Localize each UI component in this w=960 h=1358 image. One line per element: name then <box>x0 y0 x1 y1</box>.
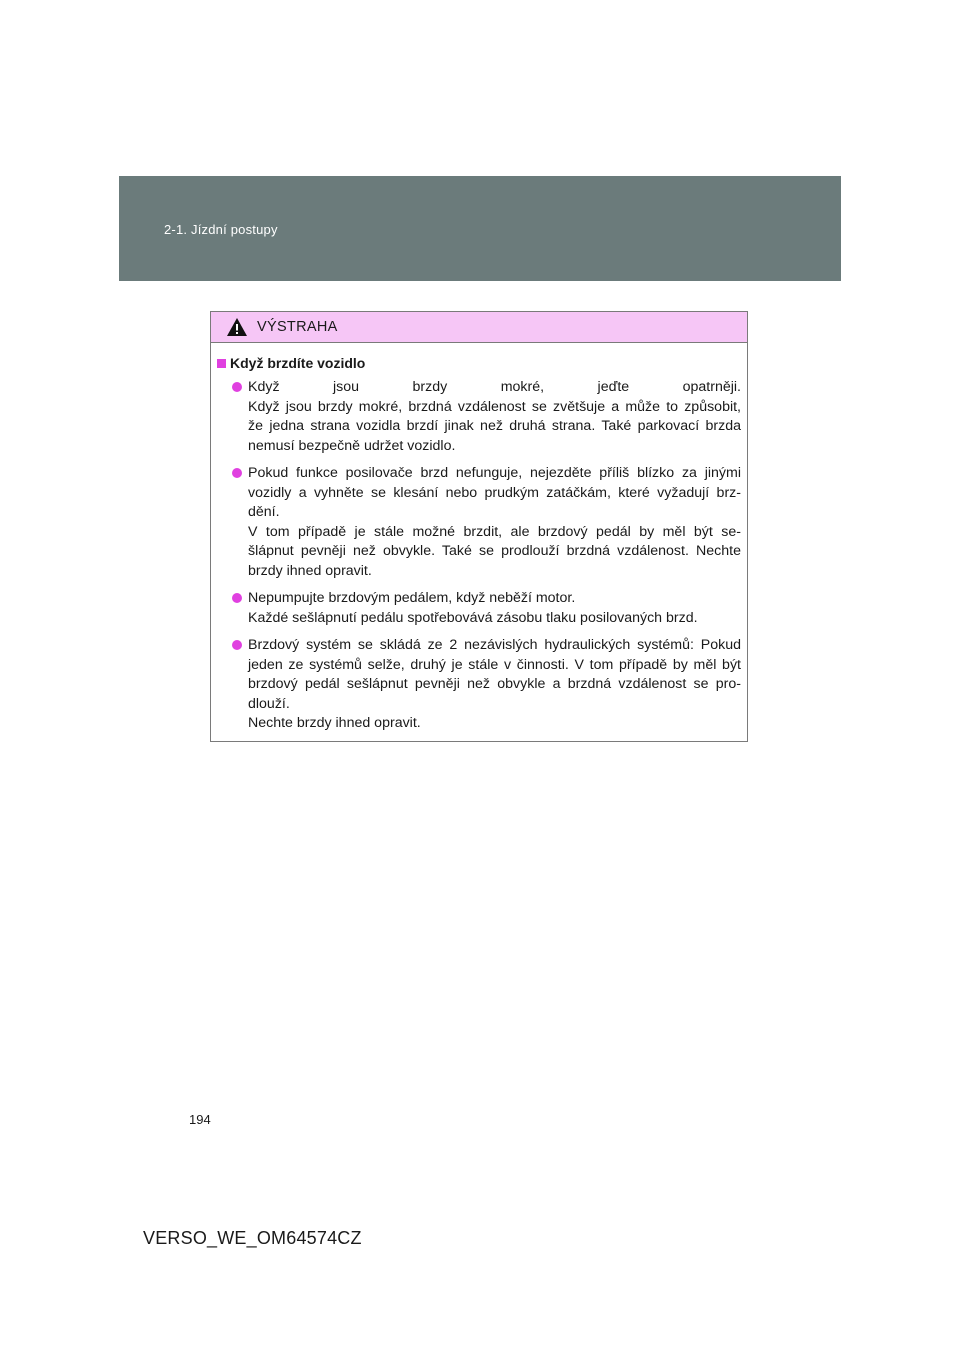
dot-bullet-icon <box>232 593 242 603</box>
item-line: Když jsou brzdy mokré, brzdná vzdálenost se zvětšuje a může to způsobit, <box>248 398 741 415</box>
item-line: dění. <box>248 504 280 520</box>
item-line: nemusí bezpečně udržet vozidlo. <box>248 437 456 454</box>
dot-bullet-icon <box>232 640 242 650</box>
section-title: 2-1. Jízdní postupy <box>164 222 278 237</box>
dot-bullet-icon <box>232 468 242 478</box>
dot-bullet-icon <box>232 382 242 392</box>
chapter-header-band <box>119 176 841 281</box>
warning-body <box>211 343 747 734</box>
item-line: Každé sešlápnutí pedálu spotřebovává zásobu tlaku posilovaných brzd. <box>248 609 698 626</box>
item-line: Pokud funkce posilovače brzd nefunguje, nejezděte příliš blízko za jinými <box>248 465 741 481</box>
item-line: že jedna strana vozidla brzdí jinak než druhá strana. Také parkovací brzda <box>248 418 741 434</box>
item-line: jeden ze systémů selže, druhý je stále v činnosti. V tom případě by měl být <box>248 656 741 673</box>
item-line: brzdový pedál sešlápnut pevněji než obvykle a brzdná vzdálenost se pro- <box>248 676 741 692</box>
item-line: vozidly a vyhněte se klesání nebo prudkým zatáčkám, které vyžadují brz- <box>248 484 741 501</box>
item-line: šlápnut pevněji než obvykle. Také se prodlouží brzdná vzdálenost. Nechte <box>248 543 741 559</box>
warning-box <box>210 311 748 742</box>
page-number: 194 <box>189 1112 211 1127</box>
item-line: V tom případě je stále možné brzdit, ale brzdový pedál by měl být se- <box>248 523 741 540</box>
warning-item <box>217 636 741 734</box>
item-line: Nepumpujte brzdovým pedálem, když neběží motor. <box>248 590 576 606</box>
document-code: VERSO_WE_OM64574CZ <box>143 1228 362 1248</box>
warning-item <box>217 378 741 456</box>
warning-item <box>217 589 741 628</box>
warning-item <box>217 464 741 581</box>
warning-triangle-icon <box>226 317 248 337</box>
subheading-text: Když brzdíte vozidlo <box>230 355 366 371</box>
item-line: Brzdový systém se skládá ze 2 nezávislých hydraulických systémů: Pokud <box>248 637 741 653</box>
warning-label: VÝSTRAHA <box>257 319 338 335</box>
warning-subheading <box>217 355 741 371</box>
warning-header <box>211 312 747 343</box>
square-bullet-icon <box>217 359 226 368</box>
item-line: brzdy ihned opravit. <box>248 562 372 579</box>
item-line: Když jsou brzdy mokré, jeďte opatrněji. <box>248 379 741 395</box>
item-line: Nechte brzdy ihned opravit. <box>248 715 421 731</box>
item-line: dlouží. <box>248 695 290 712</box>
